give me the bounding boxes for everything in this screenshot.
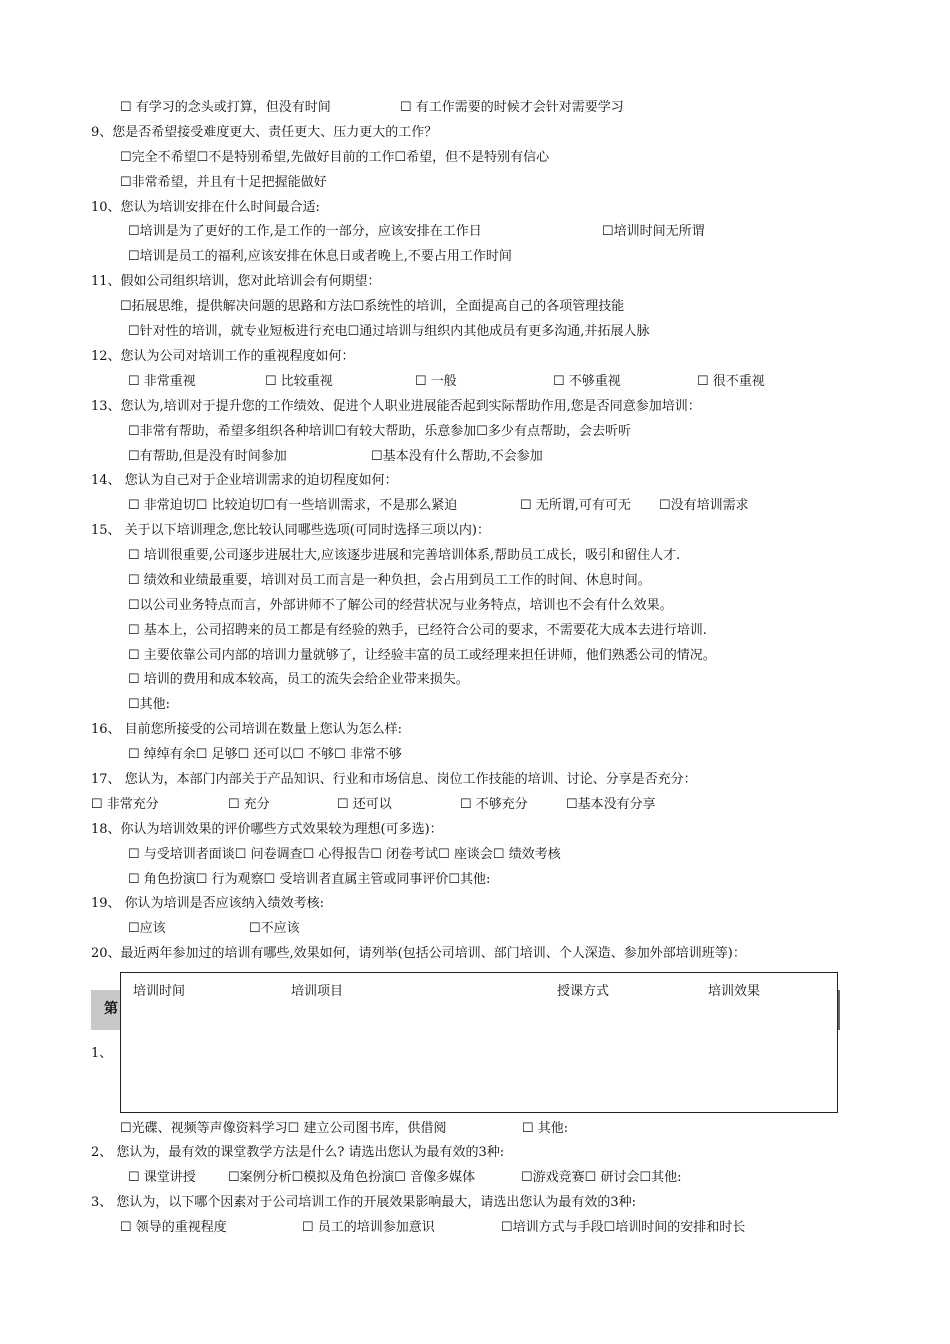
checkbox-option[interactable]: ☐培训是员工的福利,应该安排在休息日或者晚上,不要占用工作时间 bbox=[128, 249, 512, 264]
question-text: 2、 您认为，最有效的课堂教学方法是什么? 请选出您认为最有效的3种: bbox=[91, 1145, 505, 1160]
question-text: 15、 关于以下培训理念,您比较认同哪些选项(可同时选择三项以内)： bbox=[91, 523, 490, 538]
checkbox-option[interactable]: ☐ 其他: bbox=[522, 1121, 569, 1136]
question-text: 1、 bbox=[91, 1046, 113, 1061]
question-text: 3、 您认为，以下哪个因素对于公司培训工作的开展效果影响最大，请选出您认为最有效的3种: bbox=[91, 1195, 637, 1210]
question-text: 11、假如公司组织培训，您对此培训会有何期望： bbox=[91, 274, 381, 289]
question-text: 18、你认为培训效果的评价哪些方式效果较为理想(可多选)： bbox=[91, 822, 443, 837]
checkbox-option[interactable]: ☐ 非常充分 bbox=[91, 797, 159, 812]
question-text: 20、最近两年参加过的培训有哪些,效果如何，请列举(包括公司培训、部门培训、个人深造、参加外部培训班等)： bbox=[91, 946, 746, 961]
question-text: 14、 您认为自己对于企业培训需求的迫切程度如何： bbox=[91, 473, 398, 488]
checkbox-option[interactable]: ☐ 还可以 bbox=[337, 797, 392, 812]
checkbox-option[interactable]: ☐基本没有分享 bbox=[566, 797, 656, 812]
checkbox-option[interactable]: ☐ 非常重视 bbox=[128, 374, 196, 389]
checkbox-option[interactable]: ☐ 培训的费用和成本较高，员工的流失会给企业带来损失。 bbox=[128, 672, 469, 687]
checkbox-option[interactable]: ☐ 比较重视 bbox=[265, 374, 333, 389]
checkbox-option[interactable]: ☐ 员工的培训参加意识 bbox=[302, 1220, 435, 1235]
checkbox-option[interactable]: ☐应该 bbox=[128, 921, 166, 936]
checkbox-option[interactable]: ☐ 有学习的念头或打算，但没有时间 bbox=[120, 100, 331, 115]
checkbox-option[interactable]: ☐完全不希望☐不是特别希望,先做好目前的工作☐希望，但不是特别有信心 bbox=[120, 150, 550, 165]
checkbox-option[interactable]: ☐基本没有什么帮助,不会参加 bbox=[371, 449, 543, 464]
table-column-header: 授课方式 bbox=[557, 984, 610, 999]
checkbox-option[interactable]: ☐培训时间无所谓 bbox=[602, 224, 705, 239]
checkbox-option[interactable]: ☐培训是为了更好的工作,是工作的一部分，应该安排在工作日 bbox=[128, 224, 482, 239]
checkbox-option[interactable]: ☐ 绩效和业绩最重要，培训对员工而言是一种负担，会占用到员工工作的时间、休息时间。 bbox=[128, 573, 651, 588]
checkbox-option[interactable]: ☐非常有帮助，希望多组织各种培训☐有较大帮助，乐意参加☐多少有点帮助，会去听听 bbox=[128, 424, 631, 439]
question-text: 12、您认为公司对培训工作的重视程度如何： bbox=[91, 349, 355, 364]
table-column-header: 培训时间 bbox=[133, 984, 186, 999]
question-text: 17、 您认为，本部门内部关于产品知识、行业和市场信息、岗位工作技能的培训、讨论、分享是否充分： bbox=[91, 772, 697, 787]
checkbox-option[interactable]: ☐ 不够重视 bbox=[553, 374, 621, 389]
question-text: 10、您认为培训安排在什么时间最合适: bbox=[91, 200, 320, 215]
checkbox-option[interactable]: ☐ 一般 bbox=[415, 374, 457, 389]
checkbox-option[interactable]: ☐非常希望，并且有十足把握能做好 bbox=[120, 175, 327, 190]
checkbox-option[interactable]: ☐ 非常迫切☐ 比较迫切☐有一些培训需求，不是那么紧迫 bbox=[128, 498, 458, 513]
checkbox-option[interactable]: ☐拓展思维，提供解决问题的思路和方法☐系统性的培训，全面提高自己的各项管理技能 bbox=[120, 299, 625, 314]
checkbox-option[interactable]: ☐培训方式与手段☐培训时间的安排和时长 bbox=[501, 1220, 746, 1235]
checkbox-option[interactable]: ☐ 基本上，公司招聘来的员工都是有经验的熟手，已经符合公司的要求，不需要花大成本去进行培训. bbox=[128, 623, 707, 638]
training-history-table[interactable] bbox=[120, 972, 838, 1113]
question-text: 16、 目前您所接受的公司培训在数量上您认为怎么样: bbox=[91, 722, 403, 737]
checkbox-option[interactable]: ☐ 与受培训者面谈☐ 问卷调查☐ 心得报告☐ 闭卷考试☐ 座谈会☐ 绩效考核 bbox=[128, 847, 561, 862]
checkbox-option[interactable]: ☐ 角色扮演☐ 行为观察☐ 受培训者直属主管或同事评价☐其他: bbox=[128, 872, 491, 887]
checkbox-option[interactable]: ☐光碟、视频等声像资料学习☐ 建立公司图书库，供借阅 bbox=[120, 1121, 447, 1136]
checkbox-option[interactable]: ☐没有培训需求 bbox=[659, 498, 749, 513]
question-text: 19、 你认为培训是否应该纳入绩效考核: bbox=[91, 896, 325, 911]
table-column-header: 培训项目 bbox=[291, 984, 344, 999]
checkbox-option[interactable]: ☐ 领导的重视程度 bbox=[120, 1220, 227, 1235]
checkbox-option[interactable]: ☐ 主要依靠公司内部的培训力量就够了，让经验丰富的员工或经理来担任讲师，他们熟悉公司的情况。 bbox=[128, 648, 716, 663]
checkbox-option[interactable]: ☐ 不够充分 bbox=[460, 797, 528, 812]
question-text: 9、您是否希望接受难度更大、责任更大、压力更大的工作？ bbox=[91, 125, 438, 140]
checkbox-option[interactable]: ☐不应该 bbox=[249, 921, 300, 936]
checkbox-option[interactable]: ☐ 很不重视 bbox=[697, 374, 765, 389]
checkbox-option[interactable]: ☐ 充分 bbox=[228, 797, 270, 812]
question-text: 13、您认为,培训对于提升您的工作绩效、促进个人职业进展能否起到实际帮助作用,您是否同意参加培训： bbox=[91, 399, 701, 414]
checkbox-option[interactable]: ☐其他: bbox=[128, 697, 171, 712]
checkbox-option[interactable]: ☐ 培训很重要,公司逐步进展壮大,应该逐步进展和完善培训体系,帮助员工成长，吸引和留住人才. bbox=[128, 548, 681, 563]
checkbox-option[interactable]: ☐以公司业务特点而言，外部讲师不了解公司的经营状况与业务特点，培训也不会有什么效果。 bbox=[128, 598, 673, 613]
checkbox-option[interactable]: ☐ 课堂讲授 bbox=[128, 1170, 196, 1185]
checkbox-option[interactable]: ☐ 有工作需要的时候才会针对需要学习 bbox=[400, 100, 624, 115]
section-header-label: 第 bbox=[104, 1001, 118, 1017]
checkbox-option[interactable]: ☐游戏竞赛☐ 研讨会☐其他: bbox=[521, 1170, 682, 1185]
table-column-header: 培训效果 bbox=[708, 984, 761, 999]
checkbox-option[interactable]: ☐案例分析☐模拟及角色扮演☐ 音像多媒体 bbox=[228, 1170, 476, 1185]
checkbox-option[interactable]: ☐ 无所谓,可有可无 bbox=[520, 498, 631, 513]
section-header-bar bbox=[91, 990, 121, 1030]
checkbox-option[interactable]: ☐针对性的培训，就专业短板进行充电☐通过培训与组织内其他成员有更多沟通,并拓展人脉 bbox=[128, 324, 650, 339]
checkbox-option[interactable]: ☐有帮助,但是没有时间参加 bbox=[128, 449, 287, 464]
checkbox-option[interactable]: ☐ 绰绰有余☐ 足够☐ 还可以☐ 不够☐ 非常不够 bbox=[128, 747, 402, 762]
